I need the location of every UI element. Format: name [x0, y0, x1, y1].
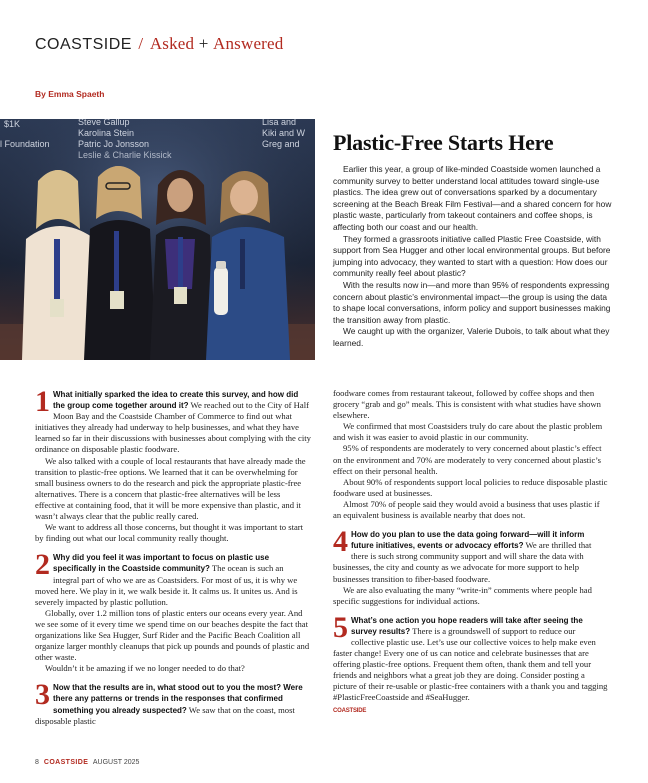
backdrop-text: Kiki and W	[262, 128, 306, 138]
body-column-right	[333, 388, 609, 717]
intro-paragraph: With the results now in—and more than 95% of respondents expressing concern about plastic’s environmental impact—the group is using the data to shape local conversations, inform policy and support businesses making the transition away from plastic.	[333, 279, 611, 325]
backdrop-text: Greg and	[262, 139, 300, 149]
article-intro	[333, 164, 615, 350]
question-text: What’s one action you hope readers will take after seeing the survey results?	[351, 615, 583, 636]
header-separator: /	[138, 34, 144, 53]
answer-text: There is a groundswell of support to reduce our collective plastic use. Let’s use our collective voices to help make even faster change! Every one of us can notice and celebrate businesses that are offering plastic-free options. Frequent them often, thank them and tell your friends and neighbors what a great job they are doing. Consider posting a picture of their re-usable or plastic-free containers with a thank you and tagging #PlasticFreeCoastside and #SeaHugger.	[333, 625, 608, 703]
qa-item	[333, 610, 609, 704]
backdrop-text: Steve Gallup	[78, 119, 130, 127]
answer-paragraph: We also talked with a couple of local restaurants that have already made the transition to plastic-free options. We learned that it can be overwhelming for small business owners to do the research and pick the appropriate plastic-free alternatives. There is a concern that plastic-free alternatives will be less effective at containing food, that it will be more expensive than plastic, and it wasn’t always clear that the public really cared.	[35, 455, 306, 522]
question-number: 1	[35, 385, 50, 418]
answer-text: We saw that on the coast, most disposable plastic	[35, 704, 295, 726]
answer-text: The ocean is such an integral part of who we are as Coastsiders. For most of us, it is why we moved here. We play in it, we walk beside it. It calms us. It unites us. And is severely impacted by plastic pollution.	[35, 563, 298, 607]
qa-item	[35, 385, 311, 456]
question-text: Now that the results are in, what stood out to you the most? Were there any patterns or trends in the responses that confirmed something you already suspected?	[53, 683, 303, 715]
backdrop-text: l Foundation	[0, 139, 50, 149]
section-name-answered: Answered	[212, 34, 284, 53]
page-footer	[35, 759, 139, 766]
answer-text: We reached out to the City of Half Moon Bay and the Coastside Chamber of Commerce to find out what initiatives they already had underway to help businesses, and what they have learned so far in their discussions with businesses about complying with the city ordinance on disposable plastic foodware.	[35, 400, 311, 455]
section-name-asked: Asked	[149, 34, 195, 53]
body-column-left	[35, 387, 311, 727]
answer-paragraph: 95% of respondents are moderately to very concerned about plastic’s effect on the environment and 70% are moderately to very concerned about plastic’s effect on their personal health.	[333, 443, 602, 476]
intro-paragraph: We caught up with the organizer, Valerie Dubois, to talk about what they learned.	[333, 326, 610, 348]
intro-paragraph: They formed a grassroots initiative called Plastic Free Coastside, with support from Sea Hugger and other local environmental groups. But before jumping into advocacy, they wanted to start with a question: How does our community really feel about plastic?	[333, 233, 611, 279]
answer-paragraph: Globally, over 1.2 million tons of plastic enters our oceans every year. And we see some of it every time we spend time on our beaches despite the fact that organizations like Sea Hugger, Surf Rider and the Pacific Beach Coalition all organize larger monthly cleanups that pick up pounds and pounds of plastic and other waste.	[35, 607, 310, 663]
answer-paragraph: We confirmed that most Coastsiders truly do care about the plastic problem and wish it was easier to avoid plastic in our community.	[333, 421, 603, 443]
backdrop-text: Karolina Stein	[78, 128, 135, 138]
question-number: 3	[35, 678, 50, 712]
answer-paragraph: foodware comes from restaurant takeout, followed by coffee shops and then grocery “grab and go” meals. This is consistent with what studies have shown elsewhere.	[333, 388, 601, 421]
article-photo	[0, 119, 315, 360]
byline: By Emma Spaeth	[35, 89, 105, 99]
footer-brand: COASTSIDE	[43, 759, 89, 766]
question-text: Why did you feel it was important to focus on plastic use specifically in the Coastside community?	[53, 553, 270, 574]
question-text: What initially sparked the idea to create this survey, and how did the group come together around it?	[53, 390, 299, 411]
qa-item	[35, 548, 311, 607]
page-number: 8	[35, 759, 39, 766]
question-number: 4	[333, 525, 348, 559]
article-title: Plastic-Free Starts Here	[333, 130, 554, 155]
section-header	[35, 34, 284, 54]
photo-illustration	[0, 119, 315, 360]
answer-paragraph: We are also evaluating the many “write-in” comments where people had specific suggestions for individual actions.	[333, 584, 592, 606]
end-mark: COASTSIDE	[333, 707, 367, 714]
answer-paragraph: Almost 70% of people said they would avoid a business that uses plastic if an equivalent business is available nearby that does not.	[333, 498, 600, 521]
question-number: 5	[333, 610, 348, 644]
header-plus: +	[198, 34, 209, 53]
answer-text: We are thrilled that there is such strong community support and will share the data with businesses, the city and county as we advocate for more support to help businesses transition to fiber-based foodware.	[333, 540, 592, 584]
question-number: 2	[35, 548, 50, 582]
answer-paragraph: About 90% of respondents support local policies to reduce disposable plastic foodware used at businesses.	[333, 476, 608, 498]
question-text: How do you plan to use the data going forward—will it inform future initiatives, events or advocacy efforts?	[351, 530, 585, 551]
backdrop-text: $1K	[4, 119, 21, 129]
issue-date: AUGUST 2025	[92, 759, 140, 766]
intro-paragraph: Earlier this year, a group of like-minded Coastside women launched a community survey to better understand local attitudes toward single-use plastics. The idea grew out of conversations sparked by a documentary screening at the Beach Break Film Festival—and a shared concern for how plastic waste, particularly from takeout containers and coffee shops, is affecting both our coast and our health.	[333, 164, 612, 232]
backdrop-text: Leslie & Charlie Kissick	[78, 150, 172, 160]
publication-name: COASTSIDE	[35, 36, 132, 53]
answer-paragraph: Wouldn’t it be amazing if we no longer needed to do that?	[45, 663, 245, 674]
backdrop-text: Lisa and	[262, 119, 297, 127]
qa-item	[333, 525, 609, 584]
backdrop-text: Patric Jo Jonsson	[78, 139, 150, 149]
person-figure	[150, 170, 214, 360]
answer-paragraph: We want to address all those concerns, but thought it was important to start by finding out what our local community really thought.	[35, 522, 304, 544]
qa-item	[35, 678, 311, 726]
